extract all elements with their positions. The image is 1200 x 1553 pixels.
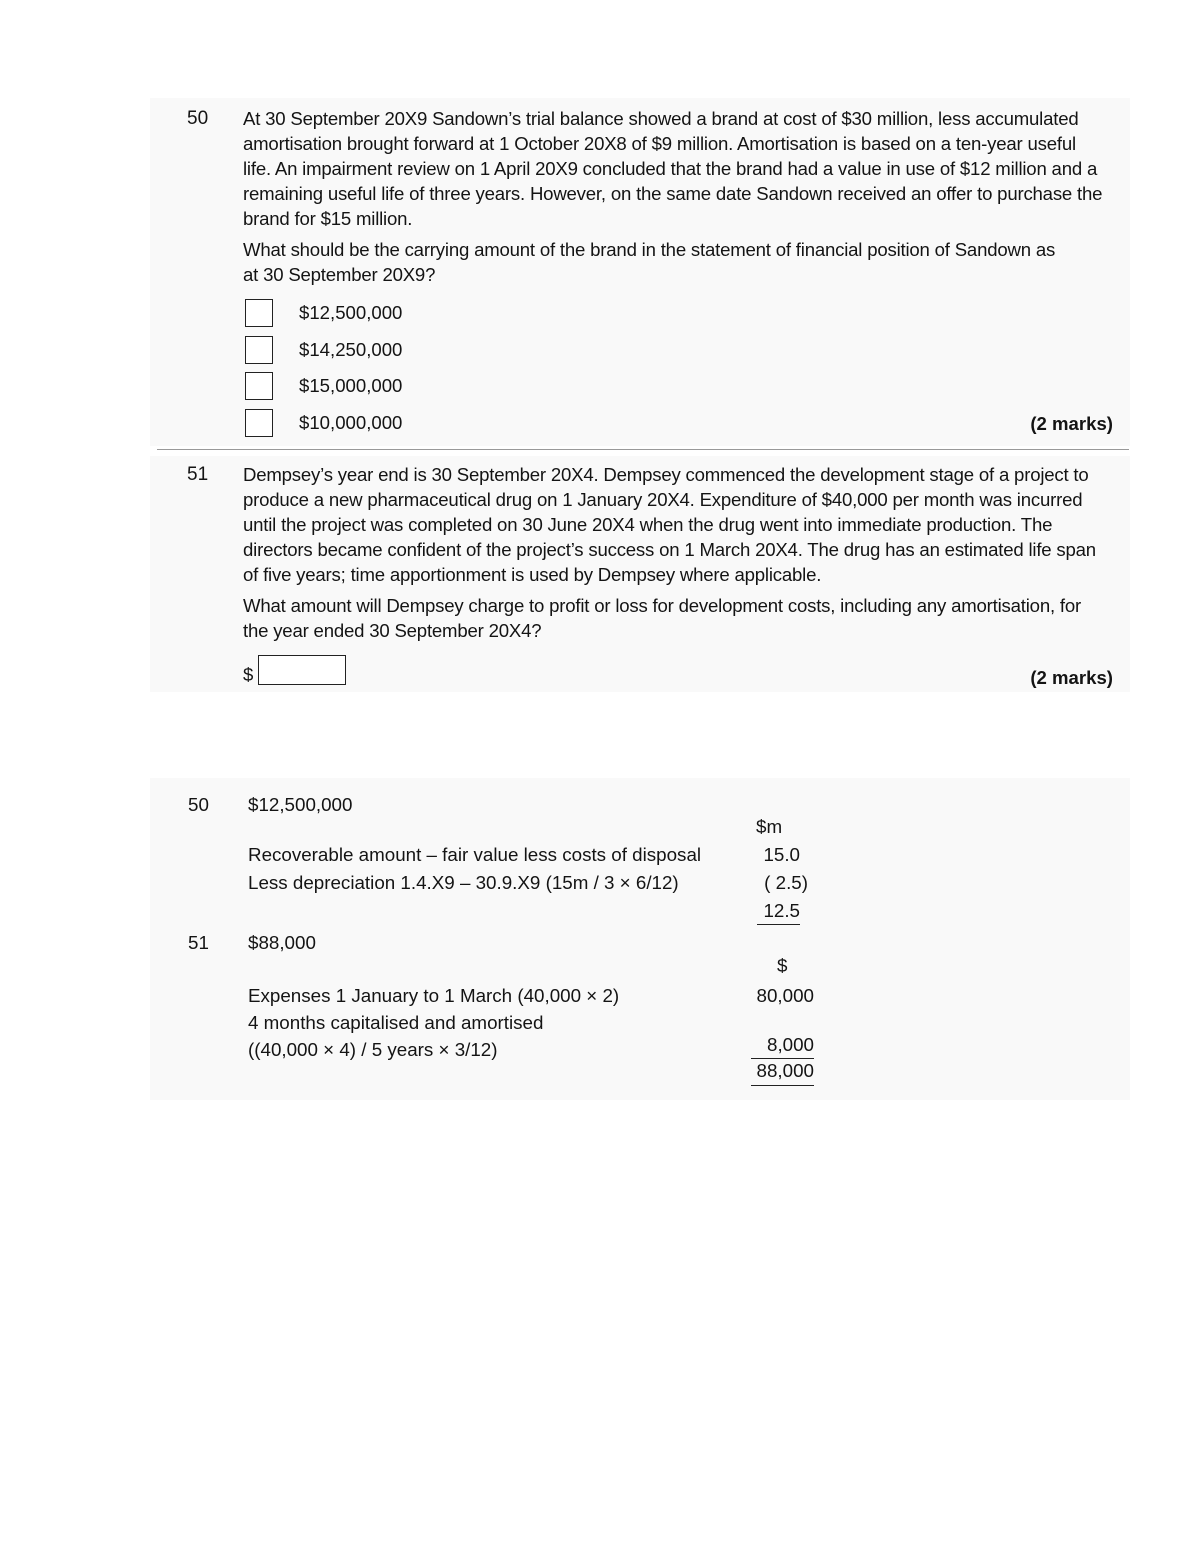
working-total: 88,000 xyxy=(756,1060,814,1081)
answer-value: $88,000 xyxy=(248,932,316,953)
question-divider xyxy=(157,449,1129,450)
question-number: 51 xyxy=(187,464,209,485)
option-label-b: $14,250,000 xyxy=(299,339,403,360)
currency-symbol: $ xyxy=(243,664,254,685)
unit-header: $m xyxy=(756,816,783,837)
option-checkbox-c[interactable] xyxy=(245,372,273,400)
working-label: Expenses 1 January to 1 March (40,000 × 2) xyxy=(248,985,620,1006)
option-label-d: $10,000,000 xyxy=(299,412,403,433)
working-value: 15.0 xyxy=(763,844,800,865)
option-label-a: $12,500,000 xyxy=(299,302,403,323)
working-label: Recoverable amount – fair value less costs of disposal xyxy=(248,844,702,865)
answer-number: 50 xyxy=(188,794,209,815)
marks-label: (2 marks) xyxy=(1030,413,1113,434)
question-prompt: What should be the carrying amount of the brand in the statement of financial position of Sandown as at 30 September 20X9? xyxy=(243,239,1056,285)
total-underline xyxy=(757,924,800,925)
answer-number: 51 xyxy=(188,932,209,953)
working-label: ((40,000 × 4) / 5 years × 3/12) xyxy=(248,1039,498,1060)
option-checkbox-b[interactable] xyxy=(245,336,273,364)
working-label: 4 months capitalised and amortised xyxy=(248,1012,544,1033)
working-value: 8,000 xyxy=(767,1034,814,1055)
question-number: 50 xyxy=(187,108,209,129)
working-total: 12.5 xyxy=(763,900,800,921)
working-value: 80,000 xyxy=(756,985,814,1006)
working-label: Less depreciation 1.4.X9 – 30.9.X9 (15m / 3 × 6/12) xyxy=(248,872,679,893)
option-label-c: $15,000,000 xyxy=(299,375,403,396)
option-checkbox-d[interactable] xyxy=(245,409,273,437)
question-prompt: What amount will Dempsey charge to profit or loss for development costs, including any amortisation, for the year ended 30 September 20X4? xyxy=(243,595,1081,641)
total-underline xyxy=(751,1085,814,1086)
answer-input[interactable] xyxy=(258,655,346,685)
option-checkbox-a[interactable] xyxy=(245,299,273,327)
marks-label: (2 marks) xyxy=(1030,667,1113,688)
question-text: At 30 September 20X9 Sandown’s trial balance showed a brand at cost of $30 million, less accumulated amortisation brought forward at 1 October 20X8 of $9 million. Amortisation is based on a ten-year useful life. An impairment review on 1 April 20X9 concluded that the brand had a value in use of $12 million and a remaining useful life of three years. However, on the same date Sandown received an offer to purchase the brand for $15 million. xyxy=(243,108,1103,229)
unit-header: $ xyxy=(777,955,788,976)
answer-value: $12,500,000 xyxy=(248,794,353,815)
question-text: Dempsey’s year end is 30 September 20X4. Dempsey commenced the development stage of a project to produce a new pharmaceutical drug on 1 January 20X4. Expenditure of $40,000 per month was incurred until the project was completed on 30 June 20X4 when the drug went into immediate production. The directors became confident of the project’s success on 1 March 20X4. The drug has an estimated life span of five years; time apportionment is used by Dempsey where applicable. xyxy=(243,464,1096,585)
working-value: ( 2.5) xyxy=(764,872,808,893)
